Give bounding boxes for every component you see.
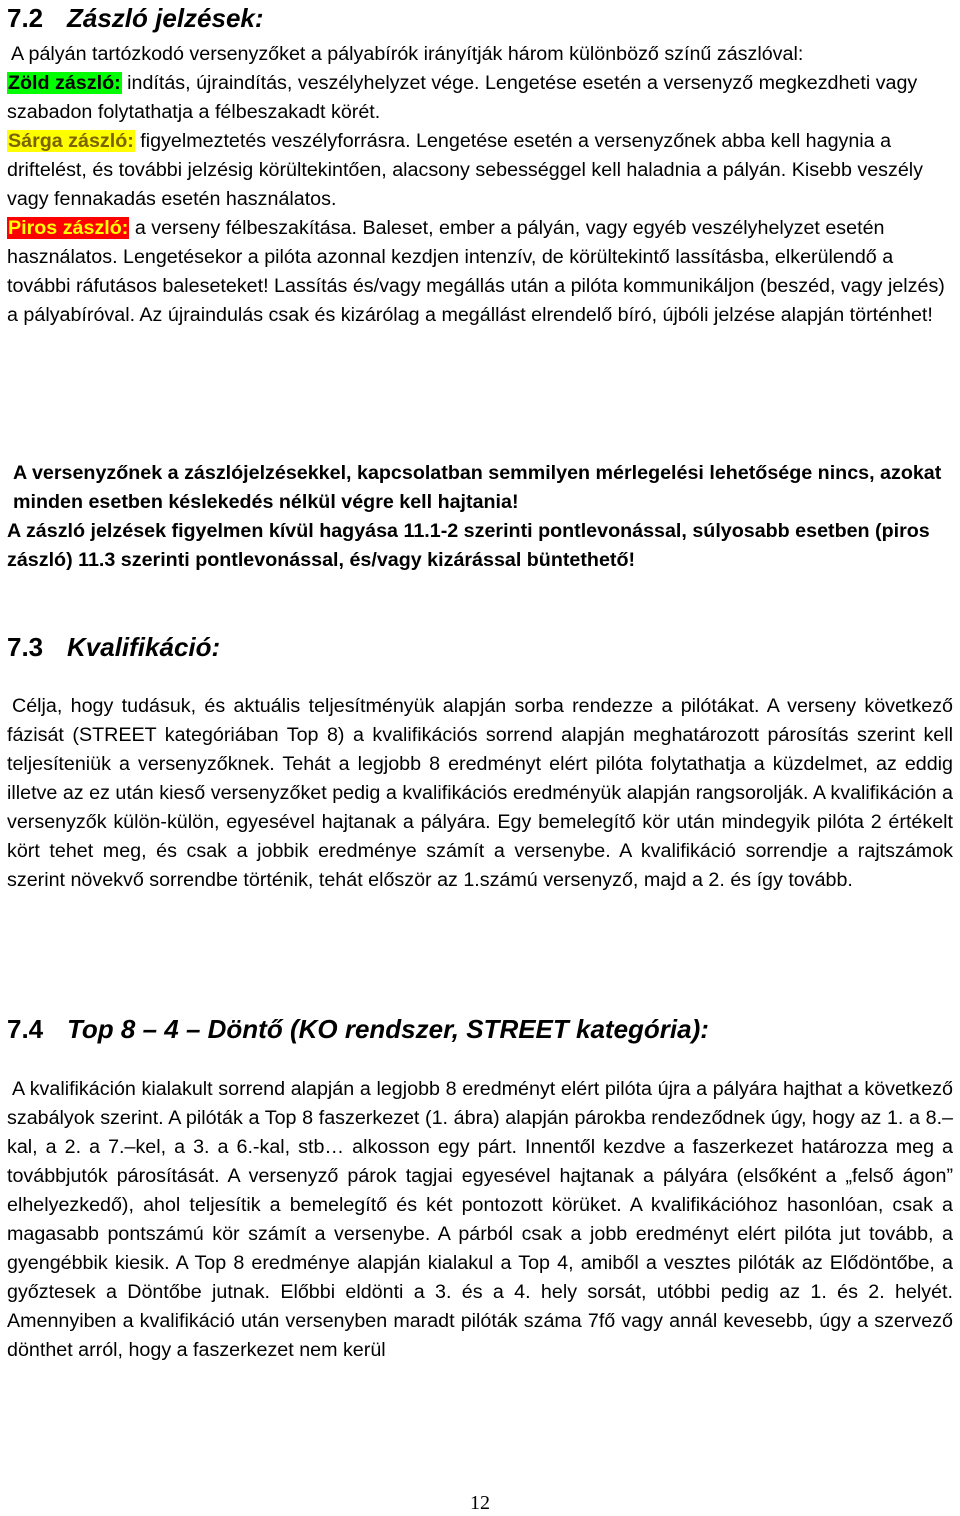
intro-text: A pályán tartózkodó versenyzőket a pályabírók irányítják három különböző színű zászlóval: [11,43,804,65]
yellow-flag-text: figyelmeztetés veszélyforrásra. Lengetése esetén a versenyzőnek abba kell hagynia a driftelést, és további jelzésig körültekintően, alacsony sebességgel kell haladnia a pályán. Kisebb veszély vagy fennakadás esetén használatos. [7,130,924,210]
bold-rule-2: A zászló jelzések figyelmen kívül hagyása 11.1-2 szerinti pontlevonással, súlyosabb esetben (piros zászló) 11.3 szerinti pontlevonással, és/vagy kizárással büntethető! [7,520,930,571]
flag-rules-bold-block [7,459,953,575]
section-title: Kvalifikáció: [67,632,221,662]
intro-paragraph [7,40,953,69]
section-number: 7.2 [7,3,44,33]
section-title: Top 8 – 4 – Döntő (KO rendszer, STREET kategória): [67,1014,709,1044]
section-number: 7.3 [7,632,44,662]
flag-signals-block [7,40,953,330]
red-flag-paragraph [7,214,953,330]
top8-block [7,1075,953,1365]
red-flag-label: Piros zászló: [8,217,129,239]
yellow-flag-paragraph [7,127,953,214]
bold-rule-1: A versenyzőnek a zászlójelzésekkel, kapcsolatban semmilyen mérlegelési lehetősége nincs, azokat minden esetben késlekedés nélkül végre kell hajtania! [13,462,942,513]
section-heading-7-4 [7,1014,709,1044]
yellow-flag-label: Sárga zászló: [8,130,134,152]
qualification-block [7,692,953,895]
top8-paragraph: A kvalifikáción kialakult sorrend alapján a legjobb 8 eredményt elért pilóta újra a pályára hajthat a következő szabályok szerint. A pilóták a Top 8 faszerkezet (1. ábra) alapján párokba rendeződnek úgy, hogy az 1. a 8.–kal, a 2. a 7.–kel, a 3. a 6.-kal, stb… alkosson egy párt. Innentől kezdve a faszerkezet határozza meg a továbbjutók párosítását. A versenyző párok tagjai egyesével hajtanak a pályára (elsőként a „felső ágon” elhelyezkedő), ahol teljesítik a bemelegítő és két pontozott körüket. A kvalifikációhoz hasonlóan, csak a magasabb pontszámú kör számít a versenybe. A párból csak a jobb eredményt elért pilóta jut tovább, a gyengébbik kiesik. A Top 8 eredménye alapján kialakul a Top 4, amiből a vesztes pilóták az Elődöntőbe, a győztesek a Döntőbe jutnak. Előbbi eldönti a 3. és a 4. hely sorsát, utóbbi pedig az 1. és 2. helyét. Amennyiben a kvalifikáció után versenyben maradt pilóták száma 7fő vagy annál kevesebb, úgy a szervező dönthet arról, hogy a faszerkezet nem kerül [7,1078,953,1361]
section-heading-7-2 [7,3,264,33]
red-flag-text: a verseny félbeszakítása. Baleset, ember a pályán, vagy egyéb veszélyhelyzet esetén használatos. Lengetésekor a pilóta azonnal kezdjen intenzív, de körültekintő lassításba, elkerülendő a további ráfutásos baleseteket! Lassítás és/vagy megállás után a pilóta kommunikáljon (beszéd, vagy jelzés) a pályabíróval. Az újraindulás csak és kizárólag a megállást elrendelő bíró, újbóli jelzése alapján történhet! [7,217,945,326]
section-heading-7-3 [7,632,220,662]
section-title: Zászló jelzések: [67,3,264,33]
qualification-paragraph: Célja, hogy tudásuk, és aktuális teljesítményük alapján sorba rendezze a pilótákat. A verseny következő fázisát (STREET kategóriában Top 8) a kvalifikációs sorrend alapján meghatározott párosítás szerint kell teljesíteniük a versenyzőknek. Tehát a legjobb 8 eredményt elért pilóta folytathatja a küzdelmet, az eddig illetve az ez után kieső versenyzőket pedig a kvalifikációs eredményük alapján rangsorolják. A kvalifikáción a versenyzők külön-külön, egyesével hajtanak a pályára. Egy bemelegítő kör után mindegyik pilóta 2 értékelt kört tehet meg, és csak a jobbik eredménye számít a versenybe. A kvalifikáció sorrendje a rajtszámok szerint növekvő sorrendbe történik, tehát először az 1.számú versenyző, majd a 2. és így tovább. [7,695,953,891]
green-flag-text: indítás, újraindítás, veszélyhelyzet vége. Lengetése esetén a versenyző megkezdheti vagy szabadon folytathatja a félbeszakadt körét. [7,72,918,123]
section-number: 7.4 [7,1014,44,1044]
green-flag-paragraph [7,69,953,127]
green-flag-label: Zöld zászló: [8,72,121,94]
page-number: 12 [470,1492,490,1514]
